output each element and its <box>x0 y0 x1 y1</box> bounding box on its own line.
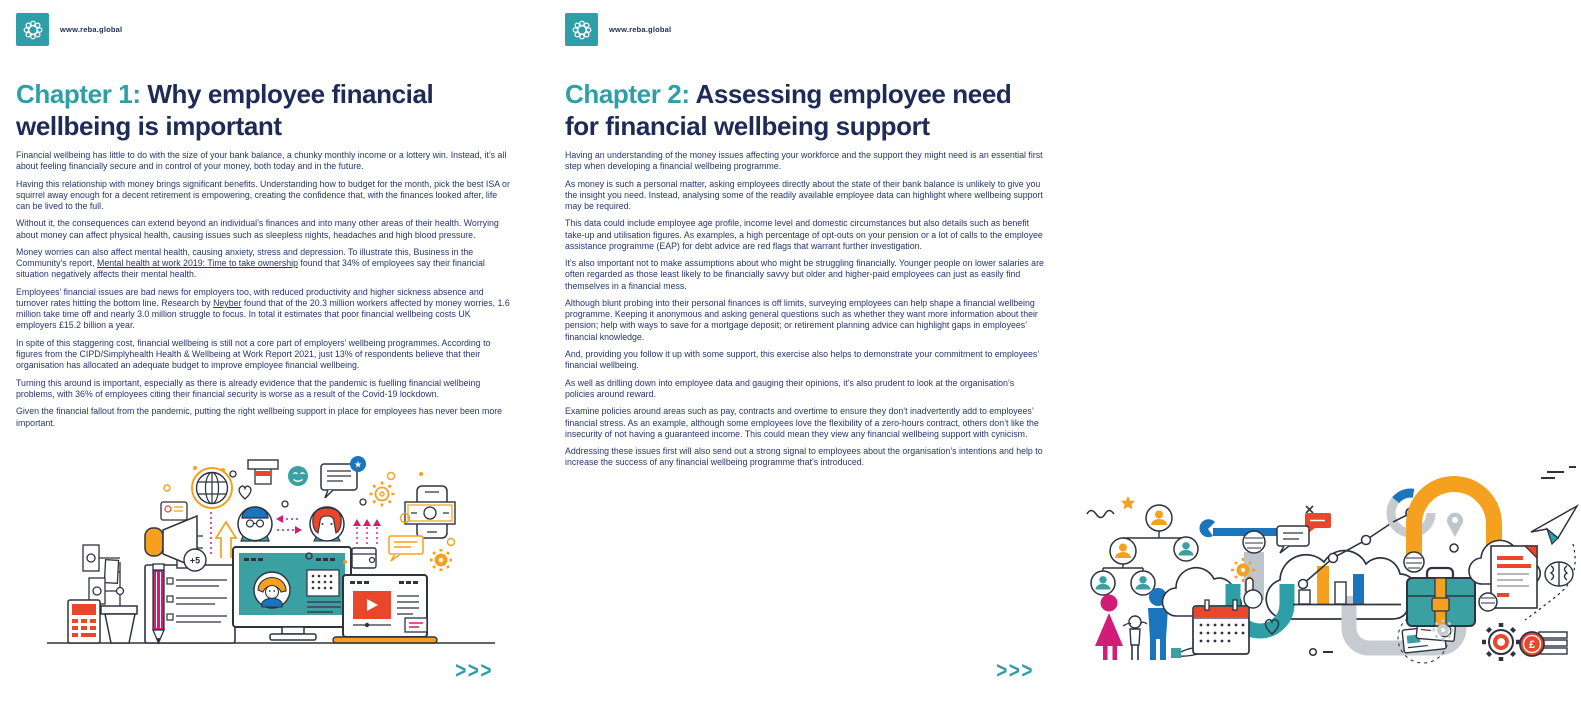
site-url: www.reba.global <box>609 25 672 34</box>
chapter-label: Chapter 2: <box>565 79 690 110</box>
chapter-label: Chapter 1: <box>16 79 141 110</box>
text-run: Examine policies around areas such as pay, contracts and overtime to ensure they don’t inadvertently add to employees’ financial stress. As an example, although some employees love the flexibility of a zero-hours contract, others don’t like the insecurity of not having a guaranteed income. This could mean they view any financial wellbeing support with cynicism. <box>565 406 1039 439</box>
up-dotted-arrows-icon <box>353 519 381 544</box>
next-page-arrows[interactable]: >>> <box>455 658 493 685</box>
paragraph <box>16 247 512 281</box>
paragraph <box>16 218 512 240</box>
paragraph <box>565 258 1045 292</box>
paragraph <box>565 349 1045 371</box>
text-run: As well as drilling down into employee data and gauging their opinions, it’s also prudent to look at the organisation’s policies around reward. <box>565 377 1015 399</box>
page-left <box>0 0 529 701</box>
text-run: Turning this around is important, especially as there is already evidence that the pandemic is fuelling financial wellbeing problems, with 36% of employees citing their financial security is worse as a result of the Covid-19 lockdown. <box>16 377 481 399</box>
reba-logo-icon <box>16 13 49 46</box>
report-link[interactable]: Mental health at work 2019: Time to take ownership <box>97 258 298 269</box>
text-run: Addressing these issues first will also send out a strong signal to employees about the organisation’s intentions and help to increase the success of any financial wellbeing programme that’s introduced. <box>565 446 1043 468</box>
site-url: www.reba.global <box>60 25 123 34</box>
squiggle-line <box>1087 511 1114 518</box>
document-cloud-icon <box>1469 540 1540 611</box>
pencil-icon <box>153 564 164 643</box>
page-title <box>16 79 505 142</box>
svg-text:+5: +5 <box>189 555 201 566</box>
paragraph <box>565 150 1045 172</box>
text-run: In spite of this staggering cost, financial wellbeing is still not a core part of employers’ wellbeing programmes. According to figures from the CIPD/Simplyhealth Health & Wellbeing at Work Report 2021, just 13% of respondents believe that their organisation has allocated an adequate budget to improve employee financial wellbeing. <box>16 337 491 371</box>
text-run: Having an understanding of the money issues affecting your workforce and the support they might need is an essential first step when developing a financial wellbeing programme. <box>565 150 1043 172</box>
paragraph <box>565 378 1045 400</box>
hand-briefcase-icon <box>1404 552 1475 626</box>
speech-bubble-icon <box>321 456 366 498</box>
text-run: Although blunt probing into their personal finances is off limits, surveying employees can help shape a financial wellbeing programme. Keeping it anonymous and asking general questions such as whether they want more information about their pension; help with ways to save for a mortgage deposit; or retirement planning advice can highlight gaps in employees’ financial knowledge. <box>565 298 1038 342</box>
paragraph <box>16 179 512 213</box>
text-run: found that 34% of employees say their financial situation negatively affects their mental health. <box>16 258 485 280</box>
heart-icon <box>239 486 251 499</box>
text-run: It’s also important not to make assumptions about who might be struggling financially. Younger people on lower salaries are often regarded as those least likely to be financially savvy but older and higher-paid employees can just as easily find themselves in a financial mess. <box>565 258 1044 291</box>
gear-outline-icon <box>370 482 395 507</box>
plant-pot-icon <box>101 606 137 643</box>
paragraph <box>16 338 512 372</box>
white-bubble-icon <box>1277 526 1309 553</box>
gear-red-icon <box>1482 623 1520 661</box>
card-icon <box>161 502 187 520</box>
small-ring <box>1450 544 1458 552</box>
pin-icon <box>1447 513 1463 537</box>
chapter-title: Assessing employee need for financial wellbeing support <box>565 79 1012 142</box>
dot-dash <box>1310 649 1333 656</box>
body-text <box>16 150 512 435</box>
chapter2-illustration <box>1081 456 1581 661</box>
avatar-woman-icon <box>310 507 344 541</box>
mobile-money-icon <box>405 486 455 538</box>
globe-icon <box>192 468 232 508</box>
text-run: Without it, the consequences can extend beyond an individual’s finances and into many other areas of their health. Worrying about money can affect physical health, causing issues such as sleepless nights, headaches and high blood pressure. <box>16 218 499 240</box>
chapter1-illustration <box>45 450 525 645</box>
paragraph <box>565 218 1045 252</box>
text-run: Money worries can also affect mental health, causing anxiety, stress and depression. To illustrate this, Business in the Community’s report, <box>16 247 474 269</box>
chat-bubble-icon <box>389 536 423 561</box>
star-icon <box>1121 496 1135 509</box>
gear-filled-icon <box>430 549 452 571</box>
text-run: As money is such a personal matter, asking employees directly about the state of their bank balance is unlikely to give you the insight you need. Instead, analysing some of the readily available employee data can highlight where wellbeing support may be required. <box>565 178 1043 211</box>
text-run: Financial wellbeing has little to do with the size of your bank balance, a chunky monthly income or a lottery win. Instead, it’s all about feeling financially secure and in control of your money, both today and in the future. <box>16 150 507 172</box>
family-icon <box>1095 588 1168 660</box>
exchange-arrows-icon <box>276 515 302 534</box>
text-run: found that of the 20.3 million workers affected by money worries, 1.6 million take time off and nearly 3.0 million struggle to focus. In total it estimates that poor financial wellbeing costs UK employers £15.2 billion a year. <box>16 298 510 331</box>
calculator-icon <box>68 600 100 643</box>
monitor-icon <box>233 547 351 640</box>
reba-logo-icon <box>565 13 598 46</box>
coins-icon <box>1520 632 1567 656</box>
wallet-icon <box>352 548 376 568</box>
paragraph <box>16 406 512 428</box>
text-run: Employees’ financial issues are bad news for employers too, with reduced productivity and higher sickness absence and turnover rates hitting the bottom line. Research by <box>16 286 484 309</box>
svg-text:★: ★ <box>353 459 363 470</box>
report-link[interactable]: Neyber <box>213 298 242 309</box>
text-run: Given the financial fallout from the pandemic, putting the right wellbeing support in place for employees has never been more important. <box>16 406 503 428</box>
brand-header <box>16 13 122 46</box>
dash-marks <box>1541 467 1576 478</box>
page-right <box>529 0 1536 701</box>
paragraph <box>16 378 512 400</box>
brand-header <box>565 13 671 46</box>
paragraph <box>565 406 1045 440</box>
atm-card-icon <box>248 460 278 484</box>
text-run: And, providing you follow it up with some support, this exercise also helps to demonstrate your commitment to employees’ financial wellbeing. <box>565 349 1039 371</box>
svg-text:£: £ <box>1528 639 1536 651</box>
paper-plane-icon <box>1531 506 1577 544</box>
paragraph <box>565 179 1045 213</box>
body-text <box>565 150 1045 475</box>
text-run: Having this relationship with money brings significant benefits. Understanding how to budget for the month, pick the best ISA or squirrel away enough for a decent retirement is empowering, creating the confidence that, with the finances looked after, life can be lived to the full. <box>16 178 510 211</box>
smiley-icon <box>288 466 308 486</box>
next-page-arrows[interactable]: >>> <box>996 658 1034 685</box>
avatar-man-icon <box>238 507 272 541</box>
calendar-icon <box>1193 600 1249 654</box>
text-run: This data could include employee age profile, income level and domestic circumstances but also details such as benefit take-up and utilisation figures. As examples, a high percentage of opt-outs on your pension or a lot of calls to the employee assistance programme (EAP) for debt advice are red flags that warrant further investigation. <box>565 218 1043 251</box>
brain-icon <box>1545 562 1573 586</box>
laptop-video-icon <box>333 575 437 643</box>
plus-five-badge <box>184 549 206 571</box>
cross-mark <box>1306 506 1313 513</box>
paragraph <box>16 150 512 172</box>
page-title <box>565 79 1044 142</box>
paragraph <box>16 287 512 332</box>
paragraph <box>565 298 1045 343</box>
chapter-title: Why employee financial wellbeing is important <box>16 79 434 142</box>
paragraph <box>565 446 1045 468</box>
